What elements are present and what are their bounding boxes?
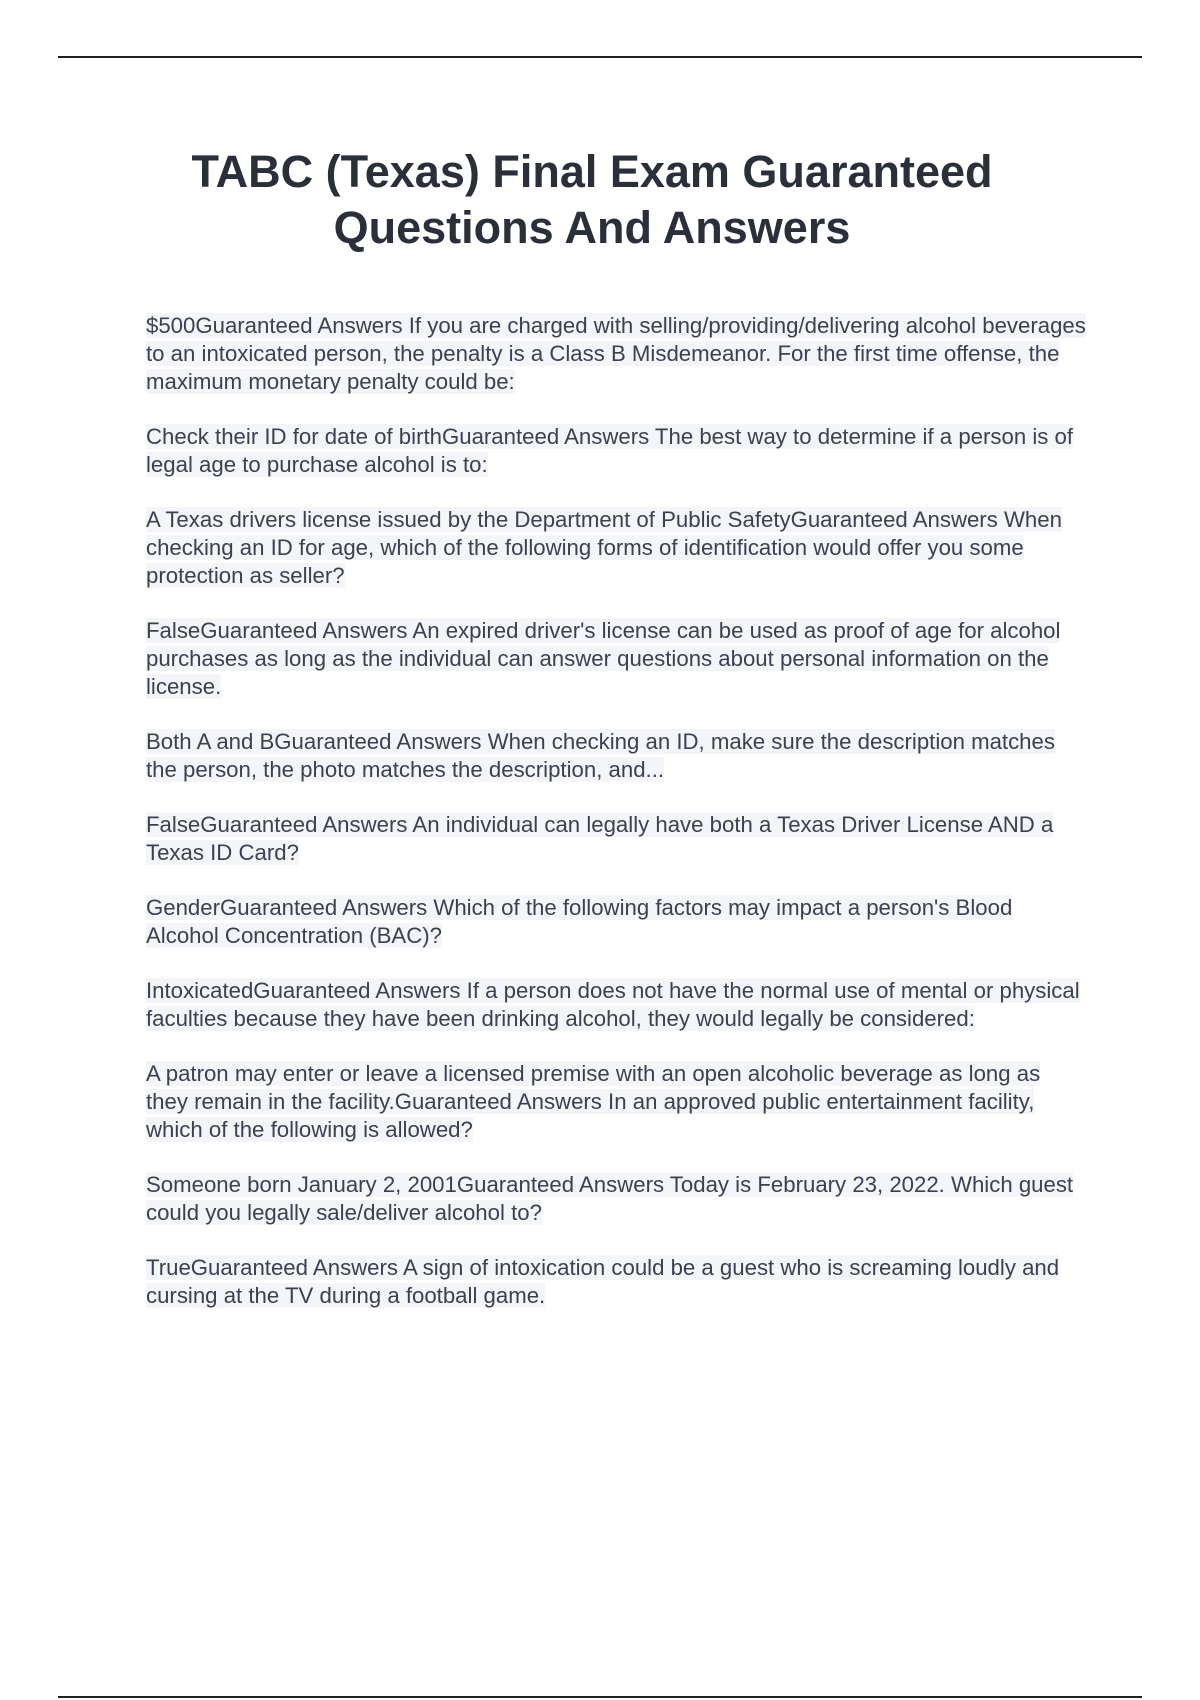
qa-text: FalseGuaranteed Answers An expired driver's license can be used as proof of age for alcohol purchases as long as the individual can answer questions about personal information on the license. xyxy=(146,618,1061,699)
qa-text: IntoxicatedGuaranteed Answers If a person does not have the normal use of mental or physical faculties because they have been drinking alcohol, they would legally be considered: xyxy=(146,978,1080,1031)
qa-item xyxy=(146,1171,1086,1227)
qa-item xyxy=(146,811,1086,867)
top-divider xyxy=(58,56,1142,58)
bottom-divider xyxy=(58,1696,1142,1698)
qa-text: Both A and BGuaranteed Answers When checking an ID, make sure the description matches the person, the photo matches the description, and... xyxy=(146,729,1055,782)
qa-text: A patron may enter or leave a licensed premise with an open alcoholic beverage as long as they remain in the facility.Guaranteed Answers In an approved public entertainment facility, which of the following is allowed? xyxy=(146,1061,1041,1142)
qa-text: $500Guaranteed Answers If you are charged with selling/providing/delivering alcohol beverages to an intoxicated person, the penalty is a Class B Misdemeanor. For the first time offense, the maximum monetary penalty could be: xyxy=(146,313,1086,394)
qa-text: A Texas drivers license issued by the Department of Public SafetyGuaranteed Answers When checking an ID for age, which of the following forms of identification would offer you some protection as seller? xyxy=(146,507,1062,588)
qa-item xyxy=(146,894,1086,950)
qa-text: TrueGuaranteed Answers A sign of intoxication could be a guest who is screaming loudly and cursing at the TV during a football game. xyxy=(146,1255,1060,1308)
qa-item xyxy=(146,506,1086,590)
qa-item xyxy=(146,977,1086,1033)
qa-item xyxy=(146,1060,1086,1144)
qa-text: FalseGuaranteed Answers An individual can legally have both a Texas Driver License AND a Texas ID Card? xyxy=(146,812,1054,865)
qa-text: GenderGuaranteed Answers Which of the following factors may impact a person's Blood Alcohol Concentration (BAC)? xyxy=(146,895,1013,948)
qa-item xyxy=(146,728,1086,784)
document-title: TABC (Texas) Final Exam Guaranteed Questions And Answers xyxy=(191,146,993,253)
qa-list xyxy=(146,312,1086,1337)
qa-item xyxy=(146,312,1086,396)
qa-item xyxy=(146,617,1086,701)
qa-item xyxy=(146,423,1086,479)
qa-item xyxy=(146,1254,1086,1310)
qa-text: Check their ID for date of birthGuaranteed Answers The best way to determine if a person is of legal age to purchase alcohol is to: xyxy=(146,424,1074,477)
qa-text: Someone born January 2, 2001Guaranteed Answers Today is February 23, 2022. Which guest could you legally sale/deliver alcohol to? xyxy=(146,1172,1074,1225)
